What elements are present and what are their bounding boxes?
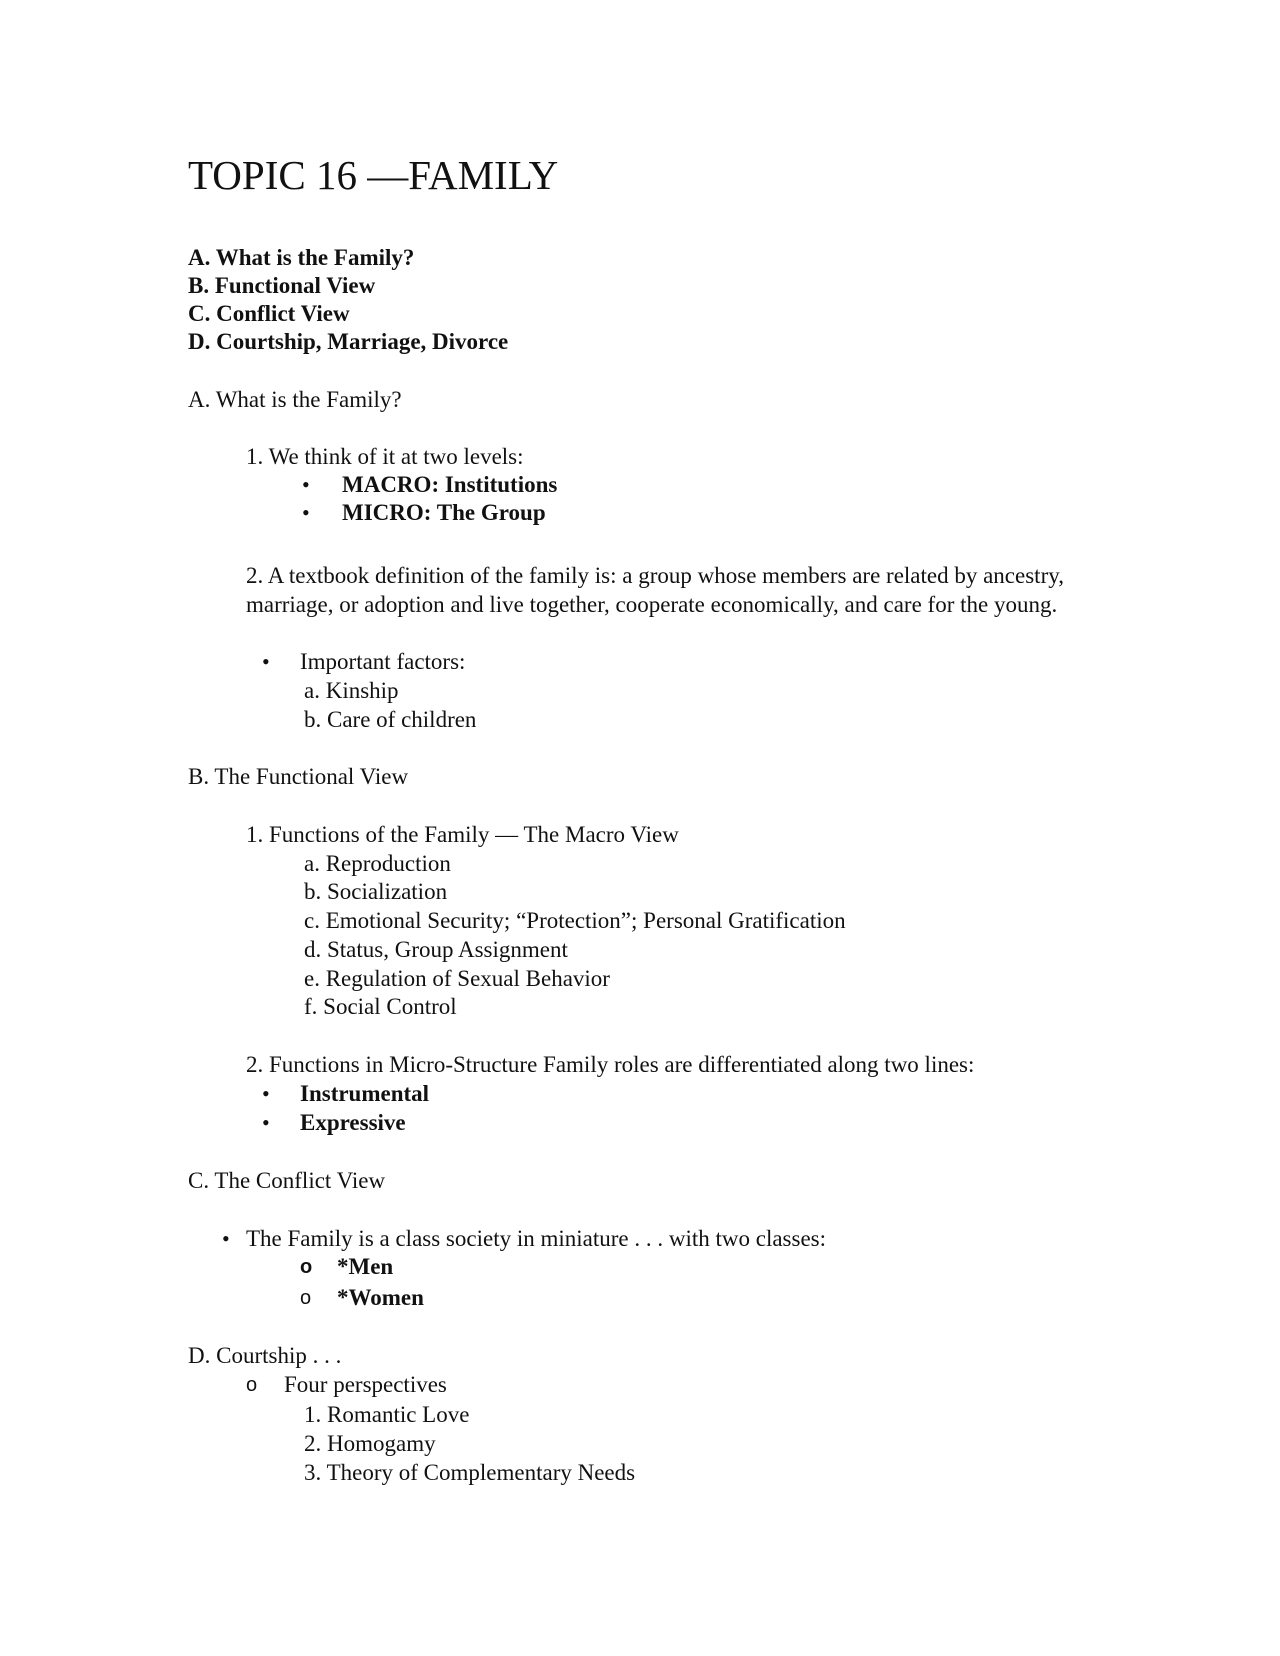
- circle-bullet-icon: o: [246, 1374, 258, 1396]
- list-item: b. Socialization: [304, 879, 448, 904]
- section-heading: B. The Functional View: [188, 764, 409, 789]
- page-title: TOPIC 16 —FAMILY: [188, 152, 559, 198]
- bullet-icon: •: [262, 649, 270, 674]
- list-item: b. Care of children: [304, 707, 477, 732]
- list-item: f. Social Control: [304, 994, 457, 1019]
- outline-item: C. Conflict View: [188, 301, 350, 326]
- bullet-item: *Women: [337, 1285, 424, 1310]
- bullet-item: Important factors:: [300, 649, 466, 674]
- bullet-icon: •: [302, 500, 310, 525]
- outline-item: D. Courtship, Marriage, Divorce: [188, 329, 509, 354]
- bullet-item: Expressive: [300, 1110, 406, 1135]
- section-heading: A. What is the Family?: [188, 387, 402, 412]
- list-item: 1. We think of it at two levels:: [246, 444, 524, 469]
- circle-bullet-icon: o: [300, 1256, 313, 1278]
- bullet-item: MACRO: Institutions: [342, 472, 558, 497]
- section-heading: D. Courtship . . .: [188, 1343, 342, 1368]
- list-item: d. Status, Group Assignment: [304, 937, 568, 962]
- list-item: 2. Homogamy: [304, 1431, 436, 1456]
- bullet-icon: •: [262, 1110, 270, 1135]
- list-item: 1. Functions of the Family — The Macro View: [246, 822, 679, 847]
- circle-bullet-icon: o: [300, 1287, 312, 1309]
- list-item: a. Reproduction: [304, 851, 451, 876]
- list-item: e. Regulation of Sexual Behavior: [304, 966, 610, 991]
- list-item: a. Kinship: [304, 678, 399, 703]
- list-item: 1. Romantic Love: [304, 1402, 470, 1427]
- bullet-icon: •: [302, 472, 310, 497]
- definition-paragraph: 2. A textbook definition of the family is: a group whose members are related by ancestry, marriage, or adoption and live together, cooperate economically, and care for the young.: [246, 563, 1064, 617]
- bullet-item: Instrumental: [300, 1081, 430, 1106]
- bullet-item: The Family is a class society in miniature . . . with two classes:: [246, 1226, 827, 1251]
- bullet-item: MICRO: The Group: [342, 500, 546, 525]
- outline-item: A. What is the Family?: [188, 245, 415, 270]
- bullet-item: *Men: [337, 1254, 394, 1279]
- bullet-item: Four perspectives: [284, 1372, 447, 1397]
- list-item: 3. Theory of Complementary Needs: [304, 1460, 636, 1485]
- section-heading: C. The Conflict View: [188, 1168, 386, 1193]
- bullet-icon: •: [262, 1081, 270, 1106]
- outline-item: B. Functional View: [188, 273, 376, 298]
- list-item: c. Emotional Security; “Protection”; Personal Gratification: [304, 908, 846, 933]
- bullet-icon: •: [222, 1226, 230, 1251]
- list-item: 2. Functions in Micro-Structure Family roles are differentiated along two lines:: [246, 1052, 975, 1077]
